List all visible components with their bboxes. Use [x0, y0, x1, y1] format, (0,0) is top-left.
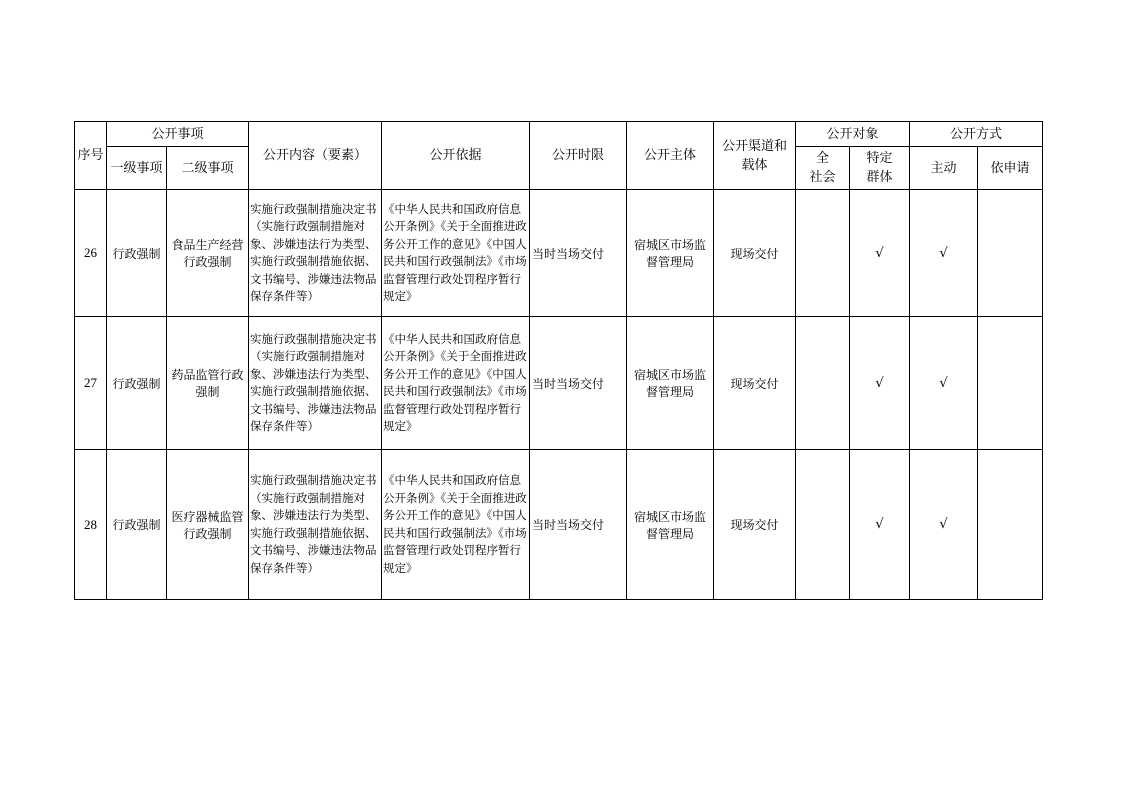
- row-subject: 宿城区市场监督管理局: [627, 317, 714, 450]
- row-target-all: [796, 317, 850, 450]
- row-subject: 宿城区市场监督管理局: [627, 450, 714, 600]
- header-row-1: [75, 122, 1043, 147]
- header-subject: 公开主体: [627, 122, 714, 190]
- header-target-all-line2: 社会: [809, 170, 836, 185]
- table-row: [75, 190, 1043, 317]
- header-channel-text: 公开渠道和载体: [722, 138, 788, 173]
- row-level2: 药品监管行政强制: [167, 317, 249, 450]
- table-row: [75, 450, 1043, 600]
- row-basis: 《中华人民共和国政府信息公开条例》《关于全面推进政务公开工作的意见》《中国人民共和国行政强制法》《市场监督管理行政处罚程序暂行规定》: [382, 450, 530, 600]
- header-matter: 公开事项: [107, 122, 249, 147]
- header-content: 公开内容（要素）: [249, 122, 382, 190]
- row-timelimit: 当时当场交付: [530, 190, 627, 317]
- header-method-active: 主动: [910, 147, 978, 190]
- row-method-active: √: [910, 190, 978, 317]
- row-basis: 《中华人民共和国政府信息公开条例》《关于全面推进政务公开工作的意见》《中国人民共和国行政强制法》《市场监督管理行政处罚程序暂行规定》: [382, 190, 530, 317]
- row-target-all: [796, 450, 850, 600]
- row-seq: 26: [75, 190, 107, 317]
- header-timelimit: 公开时限: [530, 122, 627, 190]
- row-timelimit: 当时当场交付: [530, 450, 627, 600]
- row-method-apply: [978, 317, 1043, 450]
- row-target-specific: √: [850, 317, 910, 450]
- header-target: 公开对象: [796, 122, 910, 147]
- row-channel: 现场交付: [714, 190, 796, 317]
- row-target-all: [796, 190, 850, 317]
- row-level1: 行政强制: [107, 317, 167, 450]
- header-method: 公开方式: [910, 122, 1043, 147]
- header-target-specific-line2: 群体: [866, 170, 893, 185]
- header-target-all-line1: 全: [816, 151, 830, 166]
- table-row: [75, 317, 1043, 450]
- row-level1: 行政强制: [107, 190, 167, 317]
- row-method-apply: [978, 450, 1043, 600]
- row-seq: 27: [75, 317, 107, 450]
- row-content: 实施行政强制措施决定书（实施行政强制措施对象、涉嫌违法行为类型、实施行政强制措施依据、文书编号、涉嫌违法物品保存条件等）: [249, 450, 382, 600]
- header-level2: 二级事项: [167, 147, 249, 190]
- row-target-specific: √: [850, 450, 910, 600]
- row-method-apply: [978, 190, 1043, 317]
- row-basis: 《中华人民共和国政府信息公开条例》《关于全面推进政务公开工作的意见》《中国人民共和国行政强制法》《市场监督管理行政处罚程序暂行规定》: [382, 317, 530, 450]
- row-timelimit: 当时当场交付: [530, 317, 627, 450]
- disclosure-table: [74, 121, 1043, 600]
- row-seq: 28: [75, 450, 107, 600]
- row-channel: 现场交付: [714, 317, 796, 450]
- header-channel: [714, 122, 796, 190]
- row-channel: 现场交付: [714, 450, 796, 600]
- header-target-specific-line1: 特定: [866, 151, 893, 166]
- header-target-specific: [850, 147, 910, 190]
- header-seq: 序号: [75, 122, 107, 190]
- header-level1: 一级事项: [107, 147, 167, 190]
- row-method-active: √: [910, 450, 978, 600]
- header-target-all: [796, 147, 850, 190]
- row-level2: 医疗器械监管行政强制: [167, 450, 249, 600]
- row-level2: 食品生产经营行政强制: [167, 190, 249, 317]
- header-basis: 公开依据: [382, 122, 530, 190]
- row-content: 实施行政强制措施决定书（实施行政强制措施对象、涉嫌违法行为类型、实施行政强制措施依据、文书编号、涉嫌违法物品保存条件等）: [249, 190, 382, 317]
- row-level1: 行政强制: [107, 450, 167, 600]
- row-content: 实施行政强制措施决定书（实施行政强制措施对象、涉嫌违法行为类型、实施行政强制措施依据、文书编号、涉嫌违法物品保存条件等）: [249, 317, 382, 450]
- row-subject: 宿城区市场监督管理局: [627, 190, 714, 317]
- header-method-apply: 依申请: [978, 147, 1043, 190]
- row-method-active: √: [910, 317, 978, 450]
- row-target-specific: √: [850, 190, 910, 317]
